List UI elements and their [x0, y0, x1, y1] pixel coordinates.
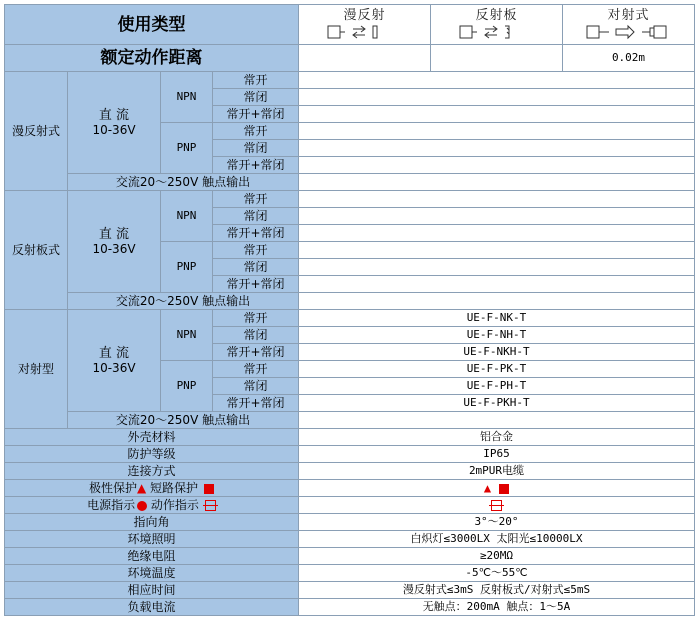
spec-label — [5, 531, 299, 548]
spec-label-text: 指向角 — [133, 515, 170, 529]
ac-output-label: 交流20～250V 触点输出 — [68, 293, 299, 310]
dc-voltage — [68, 191, 161, 293]
spec-value — [299, 565, 695, 582]
model-number — [299, 208, 695, 225]
output-type: 常开 — [213, 72, 299, 89]
distance-through-beam: 0.02m — [563, 45, 695, 72]
group-name: 漫反射式 — [5, 72, 68, 191]
spec-value-text: 2mPUR电缆 — [468, 464, 525, 477]
spec-label-text: 相应时间 — [127, 583, 176, 597]
group-row — [5, 174, 695, 191]
spec-label — [5, 582, 299, 599]
type-through-beam — [563, 5, 695, 45]
spec-row — [5, 548, 695, 565]
output-type: 常闭 — [213, 378, 299, 395]
npn-label: NPN — [161, 72, 213, 123]
spec-label-text: 绝缘电阻 — [127, 549, 176, 563]
spec-label — [5, 599, 299, 616]
output-type: 常闭 — [213, 140, 299, 157]
model-number: UE-F-NK-T — [299, 310, 695, 327]
model-number — [299, 259, 695, 276]
spec-row — [5, 463, 695, 480]
dc-voltage — [68, 310, 161, 412]
spec-value — [299, 429, 695, 446]
output-type: 常开 — [213, 191, 299, 208]
model-number: UE-F-NH-T — [299, 327, 695, 344]
spec-value — [299, 599, 695, 616]
group-row — [5, 191, 695, 208]
reflector-icon — [457, 23, 537, 41]
model-number — [299, 123, 695, 140]
short-circuit-protection-icon — [499, 484, 509, 494]
polarity-protection-icon: ▲ — [483, 480, 492, 495]
ac-model — [299, 174, 695, 191]
spec-label — [5, 514, 299, 531]
spec-value-text: IP65 — [483, 447, 510, 460]
spec-table — [4, 4, 695, 616]
type-name: 对射式 — [607, 7, 650, 23]
model-number — [299, 225, 695, 242]
spec-value — [299, 497, 695, 514]
type-name: 反射板 — [475, 7, 518, 23]
model-number — [299, 191, 695, 208]
spec-label-text: 电源指示 — [87, 498, 136, 512]
model-number: UE-F-PH-T — [299, 378, 695, 395]
ac-output-label: 交流20～250V 触点输出 — [68, 174, 299, 191]
model-number: UE-F-NKH-T — [299, 344, 695, 361]
output-type: 常开+常闭 — [213, 344, 299, 361]
output-type: 常闭 — [213, 208, 299, 225]
spec-label — [5, 480, 299, 497]
pnp-label: PNP — [161, 242, 213, 293]
action-indicator-icon — [491, 500, 502, 511]
dc-label: 直 流 — [98, 345, 130, 361]
spec-value — [299, 463, 695, 480]
spec-label-text-2: 短路保护 — [150, 481, 199, 495]
group-row — [5, 412, 695, 429]
spec-value-text: 无触点：200mA 触点：1～5A — [422, 600, 571, 613]
model-number — [299, 276, 695, 293]
ac-output-label: 交流20～250V 触点输出 — [68, 412, 299, 429]
usage-type-header: 使用类型 — [5, 5, 299, 45]
type-name: 漫反射 — [343, 7, 386, 23]
group-name: 反射板式 — [5, 191, 68, 310]
spec-label-text: 防护等级 — [127, 447, 176, 461]
model-number — [299, 72, 695, 89]
dc-range: 10-36V — [92, 241, 136, 256]
spec-label-text-2: 动作指示 — [150, 498, 199, 512]
output-type: 常闭 — [213, 327, 299, 344]
spec-row — [5, 514, 695, 531]
output-type: 常开+常闭 — [213, 106, 299, 123]
ac-model — [299, 412, 695, 429]
group-name: 对射型 — [5, 310, 68, 429]
output-type: 常开+常闭 — [213, 395, 299, 412]
power-indicator-icon — [137, 501, 147, 511]
distance-reflector — [431, 45, 563, 72]
spec-row — [5, 446, 695, 463]
spec-value — [299, 446, 695, 463]
spec-label-text: 连接方式 — [127, 464, 176, 478]
dc-range: 10-36V — [92, 360, 136, 375]
model-number — [299, 242, 695, 259]
type-diffuse — [299, 5, 431, 45]
through-beam-icon — [584, 23, 674, 41]
spec-value — [299, 514, 695, 531]
spec-label — [5, 429, 299, 446]
spec-value-text: ≥20MΩ — [479, 549, 514, 562]
spec-value-text: 漫反射式≤3mS 反射板式/对射式≤5mS — [402, 583, 591, 596]
npn-label: NPN — [161, 310, 213, 361]
model-number: UE-F-PKH-T — [299, 395, 695, 412]
model-number — [299, 157, 695, 174]
spec-label — [5, 565, 299, 582]
output-type: 常闭 — [213, 259, 299, 276]
spec-label-text: 环境温度 — [127, 566, 176, 580]
output-type: 常开 — [213, 310, 299, 327]
ac-model — [299, 293, 695, 310]
output-type: 常开+常闭 — [213, 157, 299, 174]
spec-value-text: 铝合金 — [480, 430, 513, 443]
output-type: 常开 — [213, 123, 299, 140]
dc-label: 直 流 — [98, 226, 130, 242]
spec-label-text: 外壳材料 — [127, 430, 176, 444]
dc-range: 10-36V — [92, 122, 136, 137]
output-type: 常闭 — [213, 89, 299, 106]
spec-label — [5, 463, 299, 480]
output-type: 常开+常闭 — [213, 276, 299, 293]
pnp-label: PNP — [161, 123, 213, 174]
npn-label: NPN — [161, 191, 213, 242]
spec-label-text: 环境照明 — [127, 532, 176, 546]
group-row — [5, 72, 695, 89]
spec-value-text: -5℃～55℃ — [465, 566, 528, 579]
spec-value-text: 白炽灯≤3000LX 太阳光≤10000LX — [410, 532, 583, 545]
rated-distance-header: 额定动作距离 — [5, 45, 299, 72]
output-type: 常开 — [213, 361, 299, 378]
spec-row — [5, 497, 695, 514]
action-indicator-icon — [205, 500, 216, 511]
distance-diffuse — [299, 45, 431, 72]
spec-label-text: 负载电流 — [127, 600, 176, 614]
spec-label — [5, 548, 299, 565]
spec-value — [299, 582, 695, 599]
group-row — [5, 293, 695, 310]
model-number — [299, 106, 695, 123]
spec-row — [5, 582, 695, 599]
type-reflector — [431, 5, 563, 45]
spec-row — [5, 565, 695, 582]
spec-value — [299, 548, 695, 565]
spec-value — [299, 480, 695, 497]
short-circuit-protection-icon — [204, 484, 214, 494]
spec-row — [5, 599, 695, 616]
output-type: 常开 — [213, 242, 299, 259]
spec-row — [5, 531, 695, 548]
spec-row — [5, 480, 695, 497]
dc-voltage — [68, 72, 161, 174]
spec-value-text: 3°～20° — [474, 515, 519, 528]
output-type: 常开+常闭 — [213, 225, 299, 242]
spec-label — [5, 497, 299, 514]
spec-label — [5, 446, 299, 463]
polarity-protection-icon: ▲ — [136, 481, 147, 495]
model-number — [299, 140, 695, 157]
spec-label-text: 极性保护 — [88, 481, 137, 495]
group-row — [5, 310, 695, 327]
diffuse-reflection-icon — [325, 23, 405, 41]
dc-label: 直 流 — [98, 107, 130, 123]
model-number: UE-F-PK-T — [299, 361, 695, 378]
pnp-label: PNP — [161, 361, 213, 412]
spec-row — [5, 429, 695, 446]
spec-value — [299, 531, 695, 548]
model-number — [299, 89, 695, 106]
